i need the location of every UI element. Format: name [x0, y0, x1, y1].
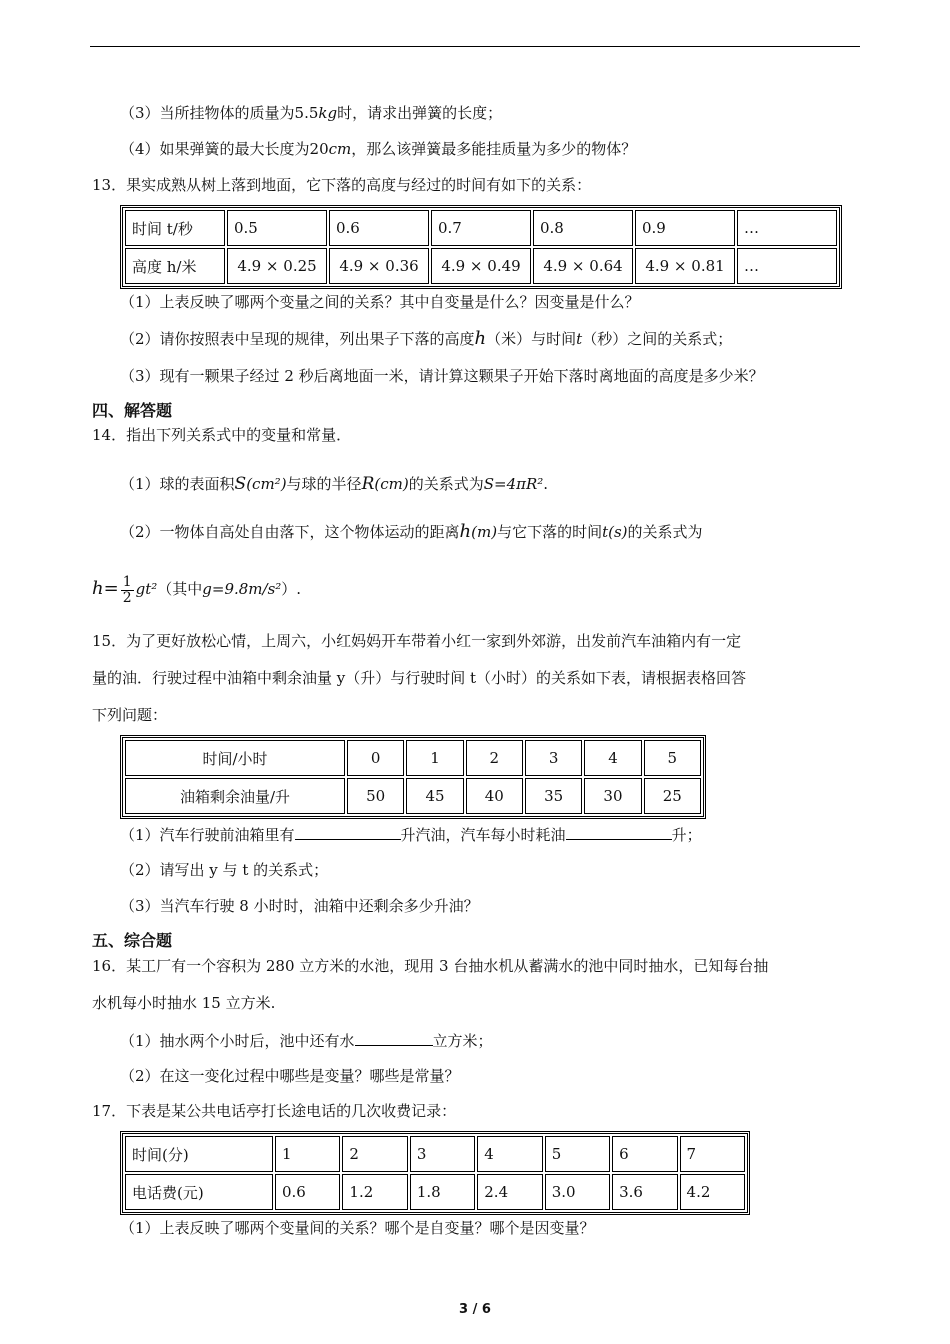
q16-part1: （1）抽水两个小时后，池中还有水 立方米； — [120, 1032, 493, 1050]
table-cell: 50 — [347, 778, 404, 814]
table-row — [125, 1174, 745, 1210]
table-cell: 6 — [612, 1136, 677, 1172]
fraction: $\frac{1}{2}$ — [122, 573, 132, 606]
answer-blank[interactable] — [355, 1030, 433, 1046]
table-cell: 45 — [406, 778, 463, 814]
table-cell: 0.6 — [275, 1174, 340, 1210]
q13-part2: （2）请你按照表中呈现的规律，列出果子下落的高度h（米）与时间t（秒）之间的关系式； — [120, 328, 733, 349]
page-number: 3 / 6 — [459, 1302, 491, 1317]
q14-part1: （1）球的表面积S(cm²)与球的半径R(cm)的关系式为S=4πR². — [120, 474, 549, 494]
q16-stem-line1: 16．某工厂有一个容积为 280 立方米的水池，现用 3 台抽水机从蓄满水的池中同时抽水，已知每台抽 — [92, 957, 769, 975]
table-cell: 时间/小时 — [125, 740, 345, 776]
table-cell: 时间 t/秒 — [125, 210, 225, 246]
q14-part2: （2）一物体自高处自由落下，这个物体运动的距离h(m)与它下落的时间t(s)的关系式为 — [120, 521, 703, 542]
answer-blank[interactable] — [295, 824, 401, 840]
table-cell: 2 — [466, 740, 523, 776]
table-cell: … — [737, 248, 837, 284]
table-cell: 1.2 — [342, 1174, 407, 1210]
table-cell: 25 — [644, 778, 701, 814]
table-cell: 3.6 — [612, 1174, 677, 1210]
table-cell: 4 — [584, 740, 641, 776]
table-cell: 4.9 × 0.36 — [329, 248, 429, 284]
table-cell: 3.0 — [545, 1174, 610, 1210]
q12-part4: （4）如果弹簧的最大长度为20cm，那么该弹簧最多能挂质量为多少的物体？ — [120, 140, 637, 158]
table-cell: 4.2 — [680, 1174, 745, 1210]
section-heading: 四、解答题 — [92, 401, 173, 420]
table-cell: 1 — [406, 740, 463, 776]
q13-part3: （3）现有一颗果子经过 2 秒后离地面一米，请计算这颗果子开始下落时离地面的高度是多少米？ — [120, 367, 764, 385]
table-cell: 0.8 — [533, 210, 633, 246]
q13-part1: （1）上表反映了哪两个变量之间的关系？其中自变量是什么？因变量是什么？ — [120, 293, 640, 311]
q17-table — [120, 1131, 750, 1215]
table-cell: 0.7 — [431, 210, 531, 246]
q17-part1: （1）上表反映了哪两个变量间的关系？哪个是自变量？哪个是因变量？ — [120, 1219, 595, 1237]
table-cell: 0.9 — [635, 210, 735, 246]
table-cell: 1.8 — [410, 1174, 475, 1210]
q15-stem-line2: 量的油．行驶过程中油箱中剩余油量 y（升）与行驶时间 t（小时）的关系如下表，请根据表格回答 — [92, 669, 747, 687]
table-cell: 2 — [342, 1136, 407, 1172]
table-cell: 2.4 — [477, 1174, 542, 1210]
q12-part3: （3）当所挂物体的质量为5.5kg时，请求出弹簧的长度； — [120, 104, 503, 122]
q15-stem-line1: 15．为了更好放松心情，上周六，小红妈妈开车带着小红一家到外郊游，出发前汽车油箱内有一定 — [92, 632, 742, 650]
table-cell: 7 — [680, 1136, 745, 1172]
q15-part1: （1）汽车行驶前油箱里有 升汽油，汽车每小时耗油 升； — [120, 826, 702, 844]
q13-table — [120, 205, 842, 289]
table-cell: 4.9 × 0.81 — [635, 248, 735, 284]
q14-formula: h= $\frac{1}{2}$ gt²（其中g=9.8m/s²）. — [92, 573, 302, 606]
table-cell: 4.9 × 0.49 — [431, 248, 531, 284]
table-cell: 1 — [275, 1136, 340, 1172]
table-cell: 0.6 — [329, 210, 429, 246]
table-cell: 5 — [545, 1136, 610, 1172]
q16-stem-line2: 水机每小时抽水 15 立方米. — [92, 994, 276, 1012]
table-cell: 5 — [644, 740, 701, 776]
q17-stem: 17．下表是某公共电话亭打长途电话的几次收费记录： — [92, 1102, 457, 1120]
table-cell: 0 — [347, 740, 404, 776]
table-cell: 30 — [584, 778, 641, 814]
section-heading: 五、综合题 — [92, 931, 173, 950]
table-cell: 高度 h/米 — [125, 248, 225, 284]
table-cell: 时间(分) — [125, 1136, 273, 1172]
table-cell: 40 — [466, 778, 523, 814]
q15-part3: （3）当汽车行驶 8 小时时，油箱中还剩余多少升油？ — [120, 897, 479, 915]
q15-stem-line3: 下列问题： — [92, 706, 168, 724]
table-cell: 3 — [525, 740, 582, 776]
table-cell: 4.9 × 0.64 — [533, 248, 633, 284]
table-cell: 电话费(元) — [125, 1174, 273, 1210]
table-cell: 3 — [410, 1136, 475, 1172]
table-cell: 0.5 — [227, 210, 327, 246]
table-cell: 4.9 × 0.25 — [227, 248, 327, 284]
q16-part2: （2）在这一变化过程中哪些是变量？哪些是常量？ — [120, 1067, 460, 1085]
table-cell: 油箱剩余油量/升 — [125, 778, 345, 814]
q15-part2: （2）请写出 y 与 t 的关系式； — [120, 861, 329, 879]
q15-table — [120, 735, 706, 819]
table-row — [125, 210, 837, 246]
q13-stem: 13．果实成熟从树上落到地面，它下落的高度与经过的时间有如下的关系： — [92, 176, 592, 194]
table-cell: 35 — [525, 778, 582, 814]
table-row — [125, 1136, 745, 1172]
table-row — [125, 740, 701, 776]
table-cell: … — [737, 210, 837, 246]
answer-blank[interactable] — [566, 824, 672, 840]
table-row — [125, 778, 701, 814]
header-rule — [90, 46, 860, 47]
q14-stem: 14．指出下列关系式中的变量和常量． — [92, 426, 352, 444]
table-row — [125, 248, 837, 284]
table-cell: 4 — [477, 1136, 542, 1172]
